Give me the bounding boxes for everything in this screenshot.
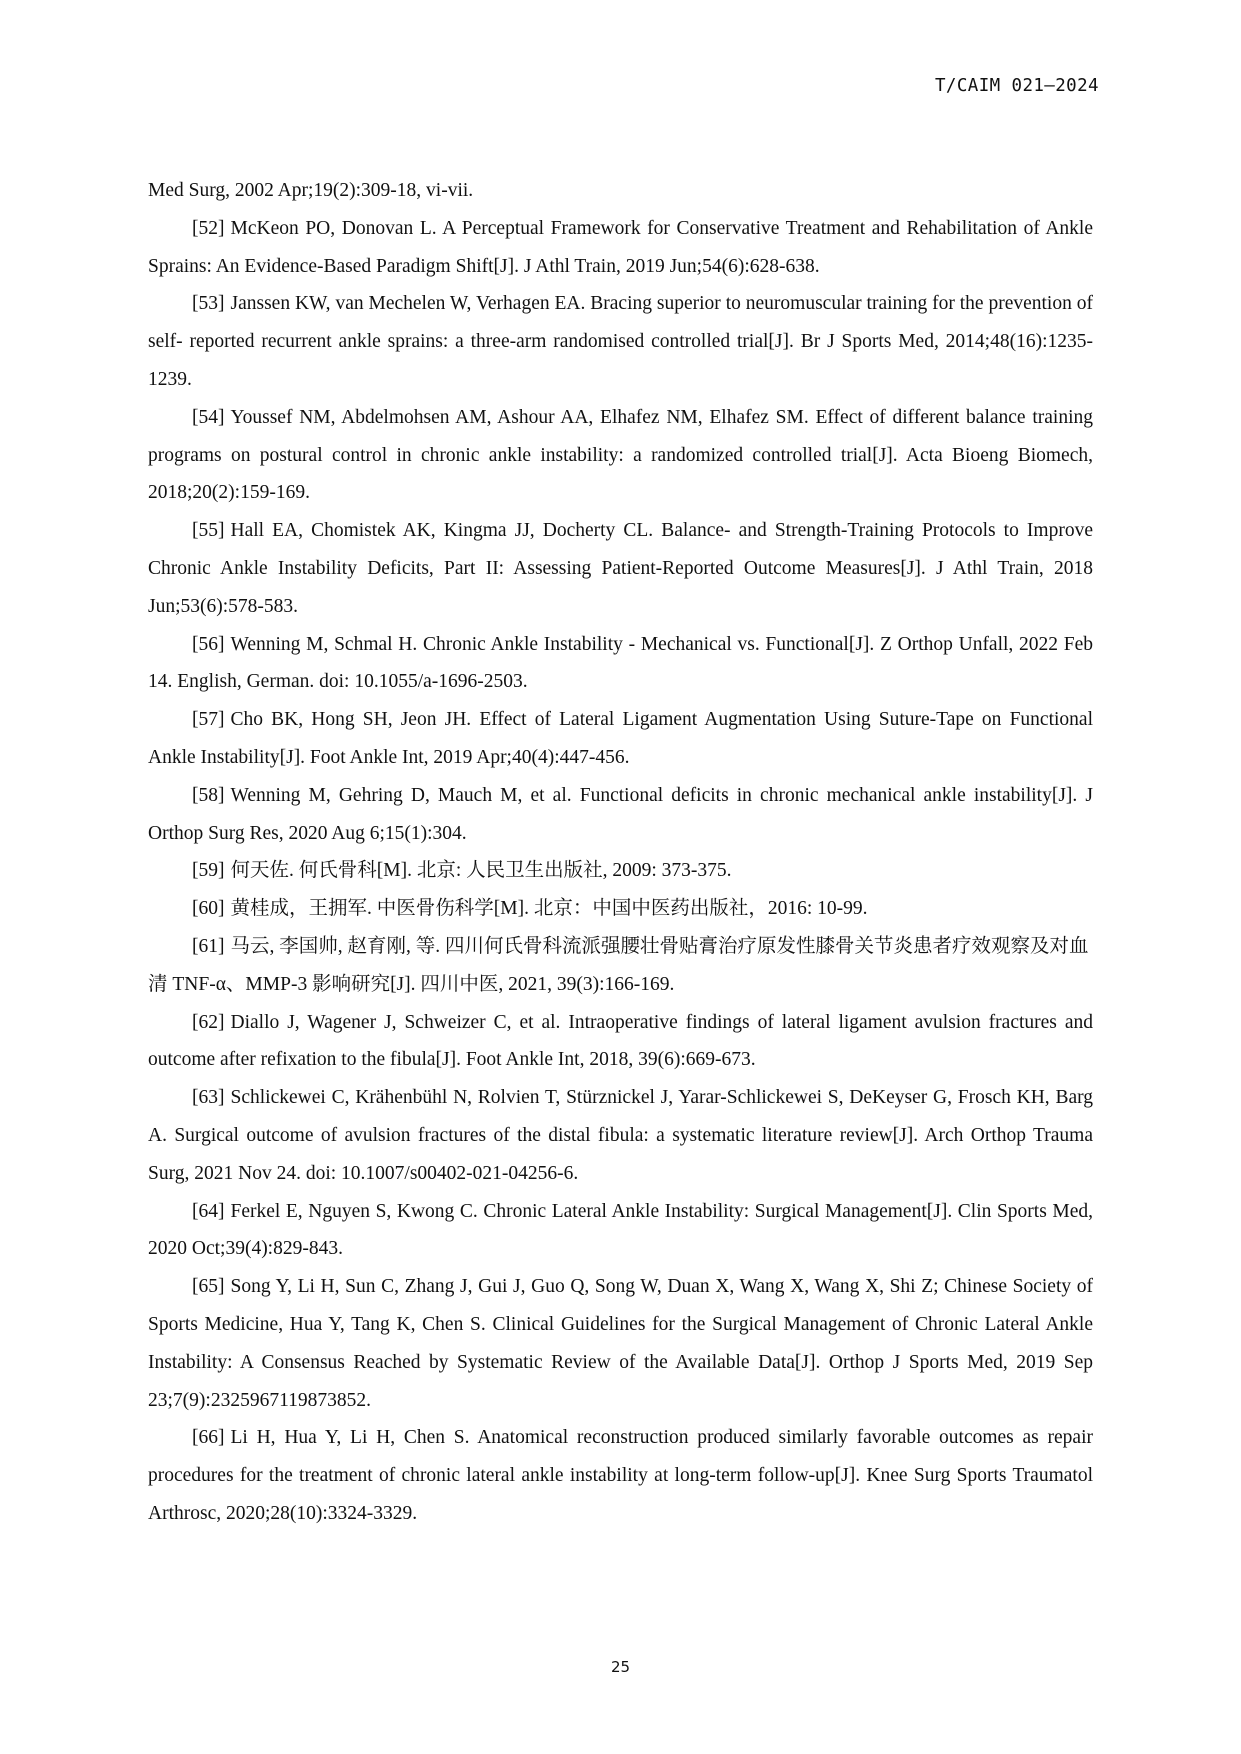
reference-entry	[148, 1004, 1093, 1080]
reference-text: Ferkel E, Nguyen S, Kwong C. Chronic Lateral Ankle Instability: Surgical Management[J]. Clin Sports Med, 2020 Oct;39(4):829-843.	[148, 1200, 1093, 1260]
reference-entry	[148, 399, 1093, 512]
reference-number: [60]	[192, 898, 225, 920]
reference-number: [53]	[192, 293, 225, 315]
reference-text: Youssef NM, Abdelmohsen AM, Ashour AA, Elhafez NM, Elhafez SM. Effect of different balance training programs on postural control in chronic ankle instability: a randomized controlled trial[J]. Acta Bioeng Biomech, 2018;20(2):159-169.	[148, 406, 1093, 504]
reference-entry	[148, 1193, 1093, 1269]
reference-number: [58]	[192, 784, 225, 806]
reference-entry	[148, 626, 1093, 702]
reference-entry	[148, 1419, 1093, 1532]
reference-entry	[148, 928, 1093, 1004]
reference-text: 马云, 李国帅, 赵育刚, 等. 四川何氏骨科流派强腰壮骨贴膏治疗原发性膝骨关节炎患者疗效观察及对血清 TNF-α、MMP-3 影响研究[J]. 四川中医, 2021, 39(3):166-169.	[148, 935, 1089, 995]
reference-text: Hall EA, Chomistek AK, Kingma JJ, Docherty CL. Balance- and Strength-Training Protocols to Improve Chronic Ankle Instability Deficits, Part II: Assessing Patient-Reported Outcome Measures[J]. J Athl Train, 2018 Jun;53(6):578-583.	[148, 520, 1093, 617]
reference-text: Diallo J, Wagener J, Schweizer C, et al. Intraoperative findings of lateral ligament avulsion fractures and outcome after refixation to the fibula[J]. Foot Ankle Int, 2018, 39(6):669-673.	[148, 1011, 1093, 1071]
reference-entry	[148, 701, 1093, 777]
reference-text: Med Surg, 2002 Apr;19(2):309-18, vi-vii.	[148, 180, 474, 201]
reference-entry	[148, 210, 1093, 286]
reference-continuation	[148, 172, 1093, 210]
reference-text: Schlickewei C, Krähenbühl N, Rolvien T, Stürznickel J, Yarar-Schlickewei S, DeKeyser G, Frosch KH, Barg A. Surgical outcome of avulsion fractures of the distal fibula: a systematic literature review[J]. Arch Orthop Trauma Surg, 2021 Nov 24. doi: 10.1007/s00402-021-04256-6.	[148, 1087, 1093, 1184]
reference-entry	[148, 512, 1093, 625]
reference-text: Wenning M, Gehring D, Mauch M, et al. Functional deficits in chronic mechanical ankle instability[J]. J Orthop Surg Res, 2020 Aug 6;15(1):304.	[148, 784, 1093, 844]
reference-text: McKeon PO, Donovan L. A Perceptual Framework for Conservative Treatment and Rehabilitation of Ankle Sprains: An Evidence-Based Paradigm Shift[J]. J Athl Train, 2019 Jun;54(6):628-638.	[148, 217, 1093, 277]
reference-number: [64]	[192, 1200, 225, 1222]
reference-number: [61]	[192, 935, 225, 957]
reference-list	[148, 172, 1093, 1533]
page-number: 25	[610, 1658, 631, 1676]
reference-number: [55]	[192, 520, 225, 542]
reference-entry	[148, 1079, 1093, 1192]
reference-entry	[148, 890, 1093, 928]
reference-text: Song Y, Li H, Sun C, Zhang J, Gui J, Guo Q, Song W, Duan X, Wang X, Wang X, Shi Z; Chinese Society of Sports Medicine, Hua Y, Tang K, Chen S. Clinical Guidelines for the Surgical Management of Chronic Lateral Ankle Instability: A Consensus Reached by Systematic Review of the Available Data[J]. Orthop J Sports Med, 2019 Sep 23;7(9):2325967119873852.	[148, 1276, 1093, 1411]
reference-number: [52]	[192, 217, 225, 239]
reference-entry	[148, 1268, 1093, 1419]
reference-number: [56]	[192, 633, 225, 655]
reference-entry	[148, 777, 1093, 853]
reference-text: 何天佐. 何氏骨科[M]. 北京: 人民卫生出版社, 2009: 373-375.	[230, 860, 732, 882]
reference-number: [59]	[192, 860, 225, 882]
reference-number: [57]	[192, 709, 225, 731]
reference-number: [65]	[192, 1276, 225, 1298]
reference-text: Janssen KW, van Mechelen W, Verhagen EA. Bracing superior to neuromuscular training for the prevention of self- reported recurrent ankle sprains: a three-arm randomised controlled trial[J]. Br J Sports Med, 2014;48(16):1235-1239.	[148, 293, 1093, 390]
reference-text: Li H, Hua Y, Li H, Chen S. Anatomical reconstruction produced similarly favorable outcomes as repair procedures for the treatment of chronic lateral ankle instability at long-term follow-up[J]. Knee Surg Sports Traumatol Arthrosc, 2020;28(10):3324-3329.	[148, 1427, 1093, 1524]
reference-entry	[148, 852, 1093, 890]
standard-code-header: T/CAIM 021—2024	[934, 76, 1099, 96]
reference-text: Wenning M, Schmal H. Chronic Ankle Instability - Mechanical vs. Functional[J]. Z Orthop Unfall, 2022 Feb 14. English, German. doi: 10.1055/a-1696-2503.	[148, 633, 1093, 693]
reference-text: Cho BK, Hong SH, Jeon JH. Effect of Lateral Ligament Augmentation Using Suture-Tape on Functional Ankle Instability[J]. Foot Ankle Int, 2019 Apr;40(4):447-456.	[148, 709, 1093, 768]
reference-number: [63]	[192, 1087, 225, 1109]
reference-number: [66]	[192, 1427, 225, 1449]
reference-number: [62]	[192, 1011, 225, 1033]
reference-entry	[148, 285, 1093, 398]
reference-text: 黄桂成，王拥军. 中医骨伤科学[M]. 北京：中国中医药出版社，2016: 10-99.	[230, 898, 868, 920]
reference-number: [54]	[192, 406, 225, 428]
